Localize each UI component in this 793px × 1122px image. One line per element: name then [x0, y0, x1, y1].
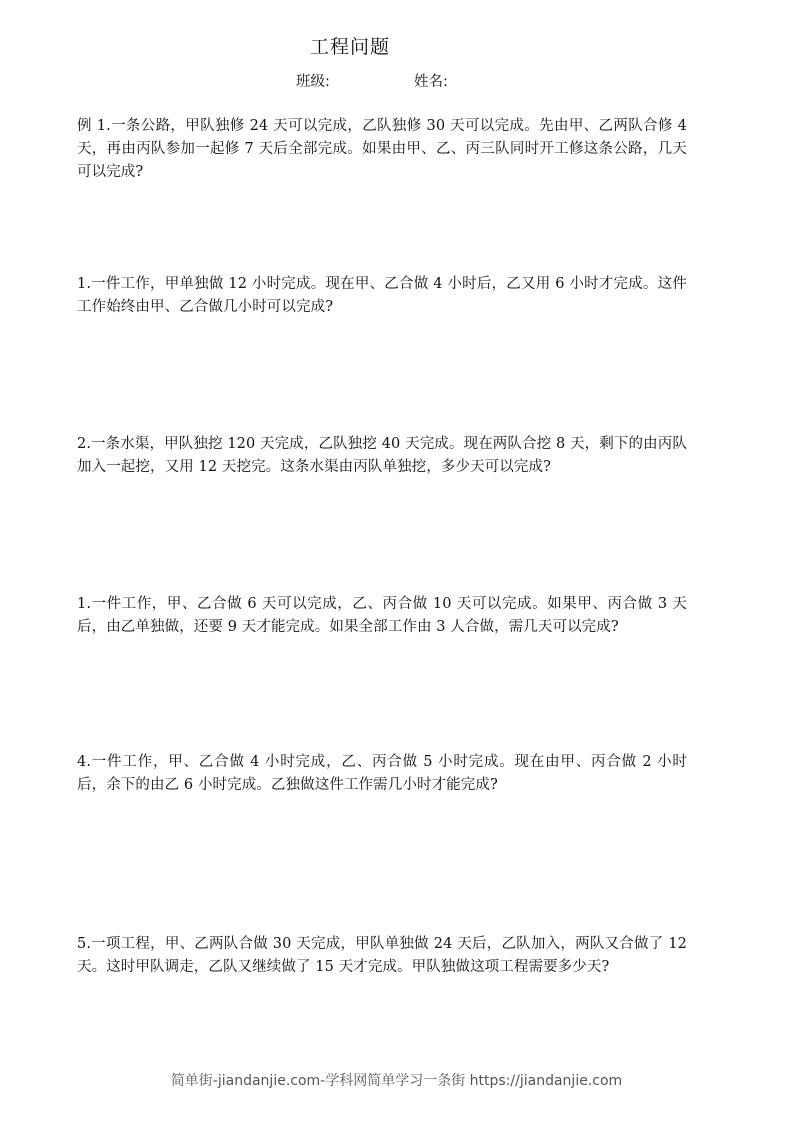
problem-4: 4.一件工作，甲、乙合做 4 小时完成，乙、丙合做 5 小时完成。现在由甲、丙合做 2 小时后，余下的由乙 6 小时完成。乙独做这件工作需几小时才能完成?	[77, 754, 687, 793]
page-title: 工程问题	[309, 36, 390, 58]
problem-1: 1.一件工作，甲单独做 12 小时完成。现在甲、乙合做 4 小时后，乙又用 6 小时才完成。这件工作始终由甲、乙合做几小时可以完成?	[77, 276, 687, 315]
problem-3: 1.一件工作，甲、乙合做 6 天可以完成，乙、丙合做 10 天可以完成。如果甲、丙合做 3 天后，由乙单独做，还要 9 天才能完成。如果全部工作由 3 人合做，需几天可以完成?	[77, 596, 687, 635]
problem-5: 5.一项工程，甲、乙两队合做 30 天完成，甲队单独做 24 天后，乙队加入，两队又合做了 12 天。这时甲队调走，乙队又继续做了 15 天才完成。甲队独做这项工程需要多少天?	[77, 936, 687, 975]
name-label: 姓名:	[414, 74, 448, 90]
footer-watermark: 简单街-jiandanjie.com-学科网简单学习一条街 https://jiandanjie.com	[170, 1073, 623, 1089]
problem-2: 2.一条水渠，甲队独挖 120 天完成，乙队独挖 40 天完成。现在两队合挖 8 天，剩下的由丙队加入一起挖，又用 12 天挖完。这条水渠由丙队单独挖，多少天可以完成?	[77, 436, 687, 475]
class-label: 班级:	[296, 74, 330, 90]
example-problem: 例 1.一条公路，甲队独修 24 天可以完成，乙队独修 30 天可以完成。先由甲、乙两队合修 4 天，再由丙队参加一起修 7 天后全部完成。如果由甲、乙、丙三队同时开工修这条公路，几天可以完成?	[77, 118, 687, 180]
student-info-row	[0, 70, 793, 92]
